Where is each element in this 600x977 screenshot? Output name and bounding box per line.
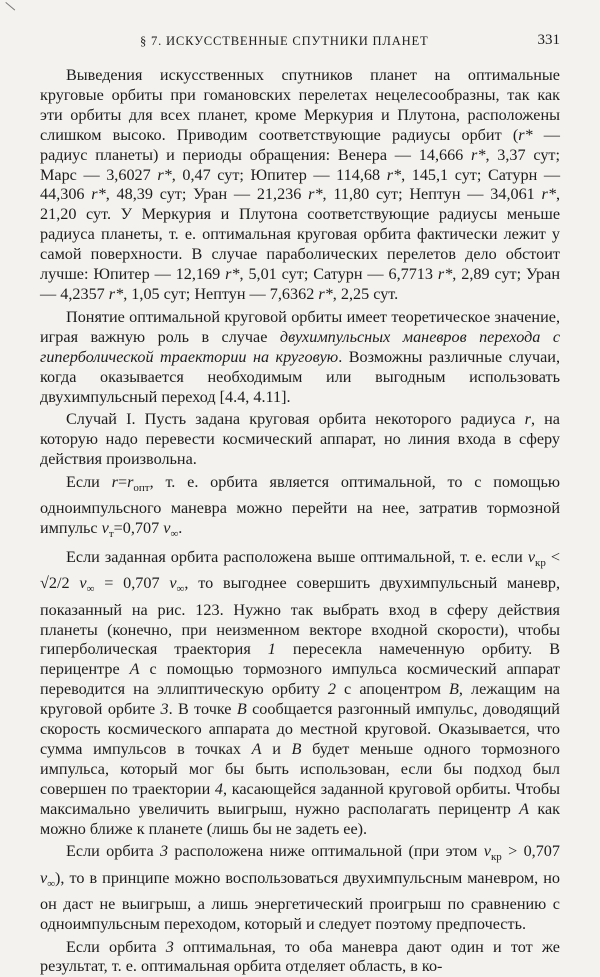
text-run: Случай I. Пусть задана круговая орбита некоторого радиуса — [66, 410, 525, 429]
text-run: , на которую надо перевести космический аппарат, но линия входа в сферу действия произвольна. — [40, 410, 560, 469]
subscript-text: ∞ — [176, 583, 185, 596]
text-run: ), то в принципе можно воспользоваться двухимпульсным маневром, но он даст не выигрыш, а лишь энергетический проигрыш по сравнению с одноимпульсным переходом, который и следует поэтому предпочесть. — [40, 868, 560, 933]
subscript-text: ∞ — [47, 877, 56, 890]
scan-corner-mark — [0, 2, 15, 20]
subscript-text: т — [108, 528, 114, 541]
italic-text: 1 — [267, 640, 276, 659]
text-run: , 2,89 сут; Уран — 4,2357 — [40, 265, 560, 303]
text-run: =0,707 — [113, 519, 164, 538]
text-run: , то выгоднее совершить двухимпульсный маневр, показанный на рис. 123. Нужно так выбрать вход в сферу действия планеты (конечно, при неизменном векторе входной скорости), чтобы гиперболическая траектория — [40, 574, 560, 659]
italic-text: 3 — [165, 937, 174, 956]
text-run: Если орбита — [66, 842, 160, 861]
italic-text: r* — [386, 165, 402, 184]
italic-text: r* — [225, 265, 240, 284]
text-run: и — [261, 739, 292, 758]
italic-text: B — [449, 680, 459, 699]
italic-text: A — [129, 660, 140, 679]
subscript-text: кр — [490, 851, 502, 864]
subscript-text: опт — [133, 482, 150, 495]
italic-text: r — [127, 473, 134, 492]
text-run: будет меньше одного тормозного импульса, который мог бы быть использован, если бы подход был совершен по траектории — [40, 739, 560, 798]
italic-text: r* — [541, 185, 556, 204]
text-run: Если орбита — [66, 937, 166, 956]
italic-text: v — [101, 519, 109, 538]
italic-text: v — [163, 519, 171, 538]
italic-text: B — [236, 700, 247, 719]
text-run: , 48,39 сут; Уран — 21,236 — [105, 185, 309, 204]
page-number: 331 — [537, 32, 560, 48]
text-run: , 1,05 сут; Нептун — 7,6362 — [123, 284, 319, 303]
running-head: § 7. ИСКУССТВЕННЫЕ СПУТНИКИ ПЛАНЕТ — [140, 34, 429, 48]
italic-text: r* — [471, 145, 486, 164]
paragraph — [40, 842, 560, 934]
italic-text: 3 — [160, 700, 169, 719]
text-run: , 145,1 сут; Сатурн — 44,306 — [40, 165, 561, 204]
text-run: Если заданная орбита расположена выше оптимальной, т. е. если — [66, 548, 528, 567]
text-run: , 3,37 сут; Марс — 3,6027 — [40, 145, 560, 184]
text-run: , 21,20 сут. У Меркурия и Плутона соответствующие радиусы меньше радиуса планеты, т. е. оптимальная круговая орбита фактически лежит у самой поверхности. В случае параболических перелетов дело обстоит лучше: Юпитер — 12,169 — [40, 185, 560, 284]
text-run: , 5,01 сут; Сатурн — 6,7713 — [239, 265, 438, 284]
text-run: с апоцентром — [335, 680, 450, 699]
text-run: = — [117, 473, 128, 492]
paragraph — [40, 548, 560, 839]
body-text — [40, 66, 560, 977]
subscript-text: ∞ — [86, 583, 95, 596]
italic-text: r* — [437, 265, 453, 284]
text-run: , касающейся заданной круговой орбиты. Чтобы максимально увеличить выигрыш, нужно располагать перицентр — [40, 779, 560, 818]
paragraph — [40, 308, 560, 408]
subscript-text: ∞ — [170, 528, 179, 541]
text-run: — радиус планеты) и периоды обращения: Венера — 14,666 — [40, 125, 560, 164]
italic-text: 2 — [327, 680, 336, 699]
text-run: Если — [66, 473, 112, 492]
italic-text: v — [527, 548, 535, 567]
text-run: расположена ниже оптимальной (при этом — [168, 842, 484, 861]
italic-text: r* — [157, 165, 172, 184]
text-run: , лежащим на круговой орбите — [40, 680, 560, 719]
italic-text: v — [483, 842, 491, 861]
text-run: Выведения искусственных спутников планет на оптимальные круговые орбиты при гомановских перелетах нецелесообразны, так как эти орбиты для всех планет, кроме Меркурия и Плутона, расположены слишком высоко. Приводим соответствующие радиусы орбит ( — [40, 66, 560, 144]
subscript-text: кр — [535, 557, 546, 570]
paragraph — [40, 66, 560, 305]
text-run: . — [178, 519, 183, 538]
text-run: как можно ближе к планете (лишь бы не задеть ее). — [40, 799, 561, 838]
text-run: < √2/2 — [40, 548, 560, 593]
italic-text: v — [79, 574, 87, 593]
italic-text: r* — [518, 125, 533, 144]
text-run: = 0,707 — [94, 574, 170, 593]
text-run: , 11,80 сут; Нептун — 34,061 — [322, 185, 542, 204]
italic-text: r* — [318, 284, 333, 303]
italic-text: 4 — [214, 779, 224, 798]
text-run: . Возможны различные случаи, когда оказывается необходимым или выгодным использовать двухимпульсный переход [4.4, 4.11]. — [40, 347, 561, 406]
italic-text: двухимпульсных маневров перехода с гиперболической траектории на круговую — [40, 327, 561, 366]
italic-text: B — [291, 739, 302, 758]
text-run: сообщается разгонный импульс, доводящий скорость космического аппарата до местной круговой. Оказывается, что сумма импульсов в точках — [40, 700, 560, 758]
italic-text: r* — [91, 185, 106, 204]
italic-text: A — [251, 739, 262, 758]
text-run: с помощью тормозного импульса космический аппарат переводится на эллиптическую орбиту — [40, 660, 560, 699]
italic-text: r — [524, 410, 531, 429]
text-run: > 0,707 — [501, 842, 560, 861]
italic-text: r — [111, 473, 118, 492]
text-run: , т. е. орбита является оптимальной, то с помощью одноимпульсного маневра можно перейти на нее, затратив тормозной импульс — [40, 473, 560, 538]
italic-text: 3 — [160, 842, 169, 861]
italic-text: r* — [308, 185, 323, 204]
paragraph — [40, 410, 560, 470]
italic-text: A — [519, 799, 530, 818]
italic-text: r* — [108, 284, 124, 303]
page-header — [0, 30, 600, 56]
paragraph — [40, 938, 560, 977]
text-run: оптимальная, то оба маневра дают один и тот же результат, т. е. оптимальная орбита отделяет область, в ко- — [40, 937, 560, 976]
text-run: . В точке — [168, 700, 237, 719]
text-run: , 2,25 сут. — [332, 284, 399, 303]
text-run: Понятие оптимальной круговой орбиты имеет теоретическое значение, играя важную роль в случае — [40, 307, 560, 346]
text-run: пересекла намеченную орбиту. В перицентре — [40, 640, 561, 679]
paragraph — [40, 473, 560, 545]
text-run: , 0,47 сут; Юпитер — 114,68 — [171, 165, 387, 184]
italic-text: v — [169, 574, 177, 593]
italic-text: v — [40, 868, 48, 887]
